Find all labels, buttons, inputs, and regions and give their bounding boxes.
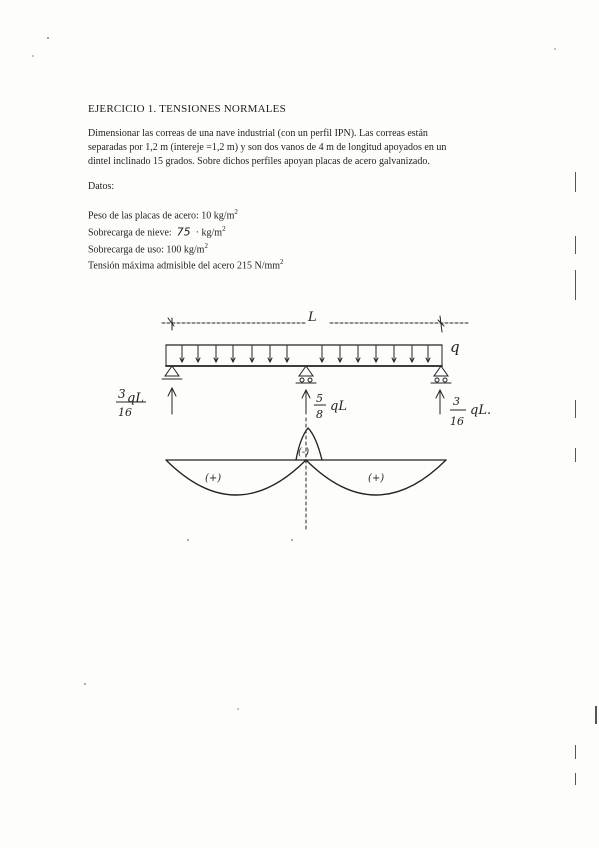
data-value: 75	[176, 225, 191, 239]
data-value: 10	[201, 210, 212, 222]
dimension-tick-right	[438, 316, 444, 332]
moment-sign-middle: (-)	[298, 447, 310, 458]
reaction-left-suffix: qL	[127, 391, 144, 406]
scan-mark	[575, 400, 576, 418]
scan-mark	[575, 270, 576, 300]
reaction-left-num: 3	[118, 387, 126, 401]
reaction-left-den: 16	[118, 406, 132, 419]
data-value: 100	[166, 243, 182, 255]
reaction-right-num: 3	[453, 395, 460, 408]
reaction-arrow-left	[168, 388, 176, 414]
data-unit: N/mm	[254, 260, 281, 272]
data-label: Sobrecarga de uso:	[88, 243, 164, 255]
reaction-middle-num: 5	[316, 392, 323, 405]
data-label: Peso de las placas de acero:	[88, 210, 199, 222]
scan-mark	[575, 773, 576, 785]
support-left	[162, 366, 182, 379]
scan-mark	[595, 706, 597, 724]
load-label: q	[450, 338, 460, 356]
data-unit: kg/m	[183, 243, 205, 255]
moment-curve-left	[166, 460, 306, 495]
reaction-middle-den: 8	[316, 408, 323, 421]
reaction-right-den: 16	[450, 415, 464, 428]
data-exp: 2	[222, 224, 226, 233]
reaction-arrow-middle	[302, 390, 310, 414]
data-value: 215	[236, 260, 252, 272]
data-unit: kg/m	[201, 227, 223, 239]
scan-mark	[575, 172, 576, 192]
moment-sign-right: (+)	[368, 473, 385, 484]
dimension-tick-left	[168, 318, 174, 330]
reaction-right-suffix: qL.	[470, 403, 492, 418]
span-label: L	[308, 310, 317, 325]
statement-line: Dimensionar las correas de una nave industrial (con un perfil IPN). Las correas están	[88, 128, 428, 139]
moment-sign-left: (+)	[205, 473, 222, 484]
scan-specks	[32, 37, 555, 709]
support-middle	[296, 366, 316, 383]
data-exp: 2	[280, 258, 284, 267]
scan-mark	[575, 236, 576, 254]
data-exp: 2	[204, 241, 208, 250]
scan-mark	[575, 745, 576, 759]
data-label: Tensión máxima admisible del acero	[88, 260, 235, 272]
exercise-title: EJERCICIO 1. TENSIONES NORMALES	[88, 103, 286, 115]
data-exp: 2	[234, 208, 238, 216]
statement-line: separadas por 1,2 m (intereje =1,2 m) y son dos vanos de 4 m de longitud apoyados en un	[88, 142, 447, 153]
data-label: Sobrecarga de nieve:	[88, 227, 172, 239]
load-arrows	[180, 346, 430, 362]
data-unit: kg/m	[213, 210, 235, 222]
data-item-nieve: Sobrecarga de nieve: $75 \cdot kg/m^2$	[88, 224, 226, 239]
statement-line: dintel inclinado 15 grados. Sobre dichos perfiles apoyan placas de acero galvanizado.	[88, 156, 430, 167]
scan-mark	[575, 448, 576, 462]
datos-heading: Datos:	[88, 181, 115, 192]
support-right	[431, 366, 451, 383]
reaction-middle-suffix: qL	[330, 399, 347, 414]
reaction-arrow-right	[436, 390, 444, 414]
